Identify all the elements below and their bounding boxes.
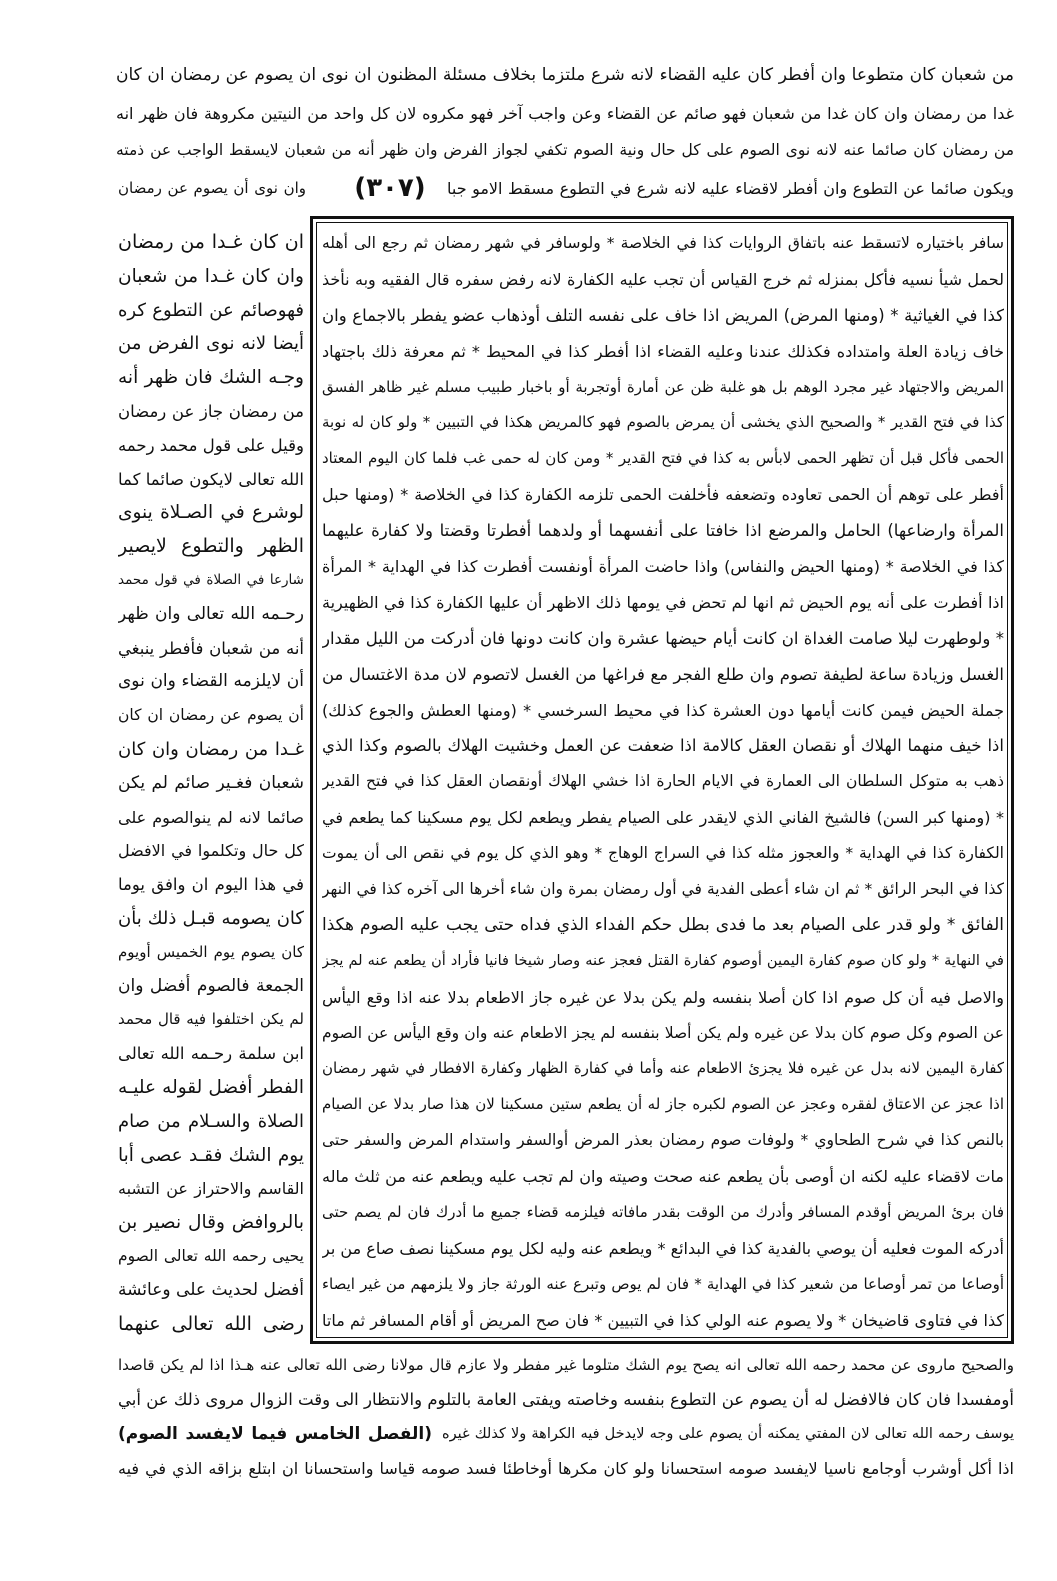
main-text-line: في النهاية * ولو كان صوم كفارة اليمين أوصوم كفارة القتل فعجز عنه وصار شيخا فانيا فأراد أن يطعم عنه لم يجز	[322, 952, 1004, 969]
main-text-line: ذهب به متوكل السلطان الى العمارة في الايام الحارة اذا خشي الهلاك أونقصان العقل كذا في فتح القدير	[322, 772, 1004, 791]
main-text-line: عن الصوم وكل صوم كان بدلا عن غيره ولم يكن أصلا بنفسه لم يجز الاطعام عنه وان وقع اليأس عن الصوم	[322, 1023, 1004, 1042]
main-text-line: كذا في الغياثية * (ومنها المرض) المريض اذا خاف على نفسه التلف أوذهاب عضو يفطر بالاجماع وان	[322, 305, 1004, 325]
main-text-line: سافر باختياره لاتسقط عنه باتفاق الروايات كذا في الخلاصة * ولوسافر في شهر رمضان ثم رجع الى أهله	[322, 234, 1004, 252]
main-text-line: كفارة اليمين لانه بدل عن غيره فلا يجزئ الاطعام عنه وأما في كفارة الظهار وكفارة الافطار في شهر رمضان	[322, 1059, 1004, 1078]
main-text-line: أدركه الموت فعليه أن يوصي بالفدية كذا في البدائع * ويطعم عنه وليه لكل يوم مسكينا نصف صاع من بر	[322, 1238, 1004, 1258]
main-text-line: كذا في الخلاصة * (ومنها الحيض والنفاس) واذا حاضت المرأة أونفست أفطرت كذا في الهداية * المرأة	[322, 557, 1004, 577]
margin-text-line: أن يصوم عن رمضان ان كان	[118, 706, 304, 725]
margin-text-line: ان كان غـدا من رمضان	[118, 231, 304, 253]
footer-text-line: اذا أكل أوشرب أوجامع ناسيا لايفسد صومه استحسانا ولو كان مكرها أوخاطئا فسد صومه قياسا واستحسانا ان ابتلع بزاقه الذي في فيه	[118, 1458, 1014, 1478]
main-text-line: الغسل وزيادة ساعة لطيفة تصوم وان طلع الفجر مع فراغها من الغسل لاتصوم لان مدة الاغتسال من	[322, 664, 1004, 684]
margin-text-line: فهوصائم عن التطوع كره	[118, 299, 304, 321]
margin-text-line: شارعا في الصلاة في قول محمد	[118, 571, 304, 588]
main-text-line: مات لاقضاء عليه لكنه ان أوصى بأن يطعم عنه صحت وصيته وان لم تجب عليه ويطعم عنه من ثلث ماله	[322, 1167, 1004, 1187]
main-text-line: أوصاعا من تمر أوصاعا من شعير كذا في الهداية * فان لم يوص وتبرع عنه الورثة جاز ولا يلزمهم من غير ايصاء	[322, 1274, 1004, 1293]
margin-text-line: غـدا من رمضان وان كان	[118, 738, 304, 760]
main-text-line: والاصل فيه أن كل صوم اذا كان أصلا بنفسه ولم يكن بدلا عن غيره جاز الاطعام بدلا عنه اذا وقع اليأس	[322, 987, 1004, 1007]
margin-text-line: الجمعة فالصوم أفضل وان	[118, 975, 304, 996]
margin-text-line: رضى الله تعالى عنهما	[118, 1312, 304, 1335]
main-text-line: فان برئ المريض أوقدم المسافر وأدرك من الوقت بقدر مافاته فيلزمه قضاء جميع ما أدرك فان لم يصم حتى	[322, 1203, 1004, 1222]
margin-text-line: يوم الشك فقـد عصى أبا	[118, 1144, 304, 1166]
margin-text-line: لوشرع في الصـلاة ينوى	[118, 502, 304, 524]
margin-text-line: صائما لانه لم ينوالصوم على	[118, 807, 304, 827]
margin-text-line: وان نوى أن يصوم عن رمضان	[118, 178, 306, 197]
main-text-line: كذا في البحر الرائق * ثم ان شاء أعطى الفدية في أول رمضان بمرة وان شاء أخرها الى آخره كذا في النهر	[322, 880, 1004, 899]
main-text-line: * (ومنها كبر السن) فالشيخ الفاني الذي لايقدر على الصيام يفطر ويطعم لكل يوم مسكينا كما يطعم في	[322, 808, 1004, 828]
main-text-line: خاف زيادة العلة وامتداده فكذلك عندنا وعليه القضاء اذا أفطر كذا في المحيط * ثم معرفة ذلك باجتهاد	[322, 341, 1004, 361]
margin-text-line: أنه من شعبان فأفطر ينبغي	[118, 638, 304, 658]
main-text-line: * ولوطهرت ليلا صامت الغداة ان كانت أيام حيضها عشرة وان كانت دونها فان أدركت من الليل مقدار	[322, 628, 1004, 648]
main-text-line: الكفارة كذا في الهداية * والعجوز مثله كذا في السراج الوهاج * وهو الذي كل يوم في نقص الى أن يموت	[322, 844, 1004, 863]
main-text-line: اذا أفطرت على أنه يوم الحيض ثم انها لم تحض في يومها ذلك الاظهر أن عليها الكفارة كذا في الظهيرية	[322, 592, 1004, 612]
footer-text-line: والصحيح ماروى عن محمد رحمه الله تعالى انه يصح يوم الشك متلوما غير مفطر ولا عازم قال مولانا رضى الله تعالى عنه هـذا اذا لم يكن قاصدا	[118, 1356, 1014, 1374]
margin-commentary-column	[118, 226, 304, 1341]
header-text-line: ويكون صائما عن التطوع وان أفطر لاقضاء عليه لانه شرع في التطوع مسقط الامو جبا	[447, 178, 1014, 198]
margin-text-line: في هذا اليوم ان وافق يوما	[118, 875, 304, 895]
margin-text-line: أن لايلزمه القضاء وان نوى	[118, 671, 304, 692]
main-text-line: اذا عجز عن الاعتاق لفقره وعجز عن الصوم لكبره جاز له أن يطعم ستين مسكينا لان هذا صار بدلا عن الصيام	[322, 1095, 1004, 1114]
main-text-line: أفطر على توهم أن الحمى تعاوده وتضعفه فأخلفت الحمى تلزمه الكفارة كذا في الخلاصة * (ومنها حبل	[322, 485, 1004, 505]
margin-text-line: ابن سلمة رحـمه الله تعالى	[118, 1044, 304, 1064]
margin-text-line: يحيى رحمه الله تعالى الصوم	[118, 1246, 304, 1265]
margin-text-line: شعبان فغـير صائم لم يكن	[118, 772, 304, 793]
main-text-block	[322, 226, 1004, 1339]
margin-text-line: أيضا لانه نوى الفرض من	[118, 333, 304, 355]
margin-text-line: لم يكن اختلفوا فيه قال محمد	[118, 1010, 304, 1029]
margin-text-line: الله تعالى لايكون صائما كما	[118, 469, 304, 489]
main-text-line: الحمى فأكل قبل أن تظهر الحمى لابأس به كذا في فتح القدير * ومن كان له حمى غب فلما كان اليوم المعتاد	[322, 449, 1004, 468]
margin-text-line: كل حال وتكلموا في الافضل	[118, 841, 304, 861]
margin-text-line: الصلاة والسـلام من صام	[118, 1110, 304, 1132]
main-text-line: كذا في فتح القدير * والصحيح الذي يخشى أن يمرض بالصوم فهو كالمريض هكذا في التبيين * ولو كان له نوبة	[322, 413, 1004, 432]
footer-text-line: يوسف رحمه الله تعالى لان المفتي يمكنه أن يصوم على وجه لايدخل فيه الكراهة ولا كذلك غيره	[442, 1426, 1014, 1442]
margin-text-line: الفطر أفضل لقوله عليـه	[118, 1076, 304, 1098]
main-text-line: كذا في فتاوى قاضيخان * ولا يصوم عنه الولي كذا في التبيين * فان صح المريض أو أقام المسافر ثم ماتا	[322, 1310, 1004, 1330]
margin-text-line: كان يصومه قبـل ذلك بأن	[118, 907, 304, 929]
footer-text-line: أومفسدا فان كان فالافضل له أن يصوم عن التطوع بنفسه وخاصته ويفتى العامة بالتلوم والانتظار الى وقت الزوال مروى ذلك عن أبي	[118, 1389, 1014, 1409]
main-text-line: جملة الحيض فيمن كانت أيامها دون العشرة كذا في محيط السرخسي * (ومنها العطش والجوع كذلك)	[322, 700, 1004, 720]
margin-text-line: وجـه الشك فان ظهر أنه	[118, 367, 304, 389]
margin-text-line: أفضل لحديث على وعائشة	[118, 1279, 304, 1300]
margin-text-line: وان كان غـدا من شعبان	[118, 265, 304, 287]
main-text-line: المريض والاجتهاد غير مجرد الوهم بل هو غلبة ظن عن أمارة أوتجربة أو باخبار طبيب مسلم غير ظاهر الفسق	[322, 377, 1004, 396]
margin-text-line: من رمضان جاز عن رمضان	[118, 401, 304, 421]
margin-text-line: وقيل على قول محمد رحمه	[118, 435, 304, 455]
margin-text-line: القاسم والاحتراز عن التشبه	[118, 1179, 304, 1199]
header-text-block	[116, 57, 1014, 170]
margin-text-line: الظهر والتطوع لايصير	[118, 535, 304, 558]
main-text-line: لحمل شيأ نسيه فأكل بمنزله ثم خرج القياس أن تجب عليه الكفارة لانه رفض سفره قال الفقيه وبه نأخذ	[322, 269, 1004, 289]
main-text-line: بالنص كذا في شرح الطحاوي * ولوفات صوم رمضان بعذر المرض أوالسفر واستدام المرض والسفر حتى	[322, 1131, 1004, 1150]
margin-text-line: بالروافض وقال نصير بن	[118, 1212, 304, 1234]
section-heading: (الفصل الخامس فيما لايفسد الصوم)	[118, 1424, 432, 1444]
header-text-line: من رمضان كان صائما عنه لانه نوى الصوم على كل حال ونية الصوم تكفي لجواز الفرض وان ظهر أنه من شعبان لايسقط الواجب عن ذمته	[116, 141, 1014, 159]
main-text-line: اذا خيف منهما الهلاك أو نقصان العقل كالامة اذا ضعفت عن العمل وخشيت الهلاك بالصوم وكذا الذي	[322, 736, 1004, 756]
margin-text-line: رحـمه الله تعالى وان ظهر	[118, 603, 304, 624]
header-text-line: غدا من رمضان وان كان غدا من شعبان فهو صائم عن القضاء وعن واجب آخر فهو مكروه لان كل واحد من النيتين مكروهة فان ظهر انه	[116, 103, 1014, 123]
page-number: (٣٠٧)	[354, 173, 426, 203]
margin-text-line: كان يصوم يوم الخميس أويوم	[118, 942, 304, 961]
header-text-line: من شعبان كان متطوعا وان أفطر كان عليه القضاء لانه شرع ملتزما بخلاف مسئلة المظنون ان نوى ان يصوم عن رمضان ان كان	[116, 65, 1014, 85]
main-text-line: الفائق * ولو قدر على الصيام بعد ما فدى بطل حكم الفداء الذي فداه حتى يجب عليه الصوم هكذا	[322, 914, 1004, 935]
main-text-line: المرأة وارضاعها) الحامل والمرضع اذا خافتا على أنفسهما أو ولدهما أفطرتا وقضتا ولا كفارة عليهما	[322, 521, 1004, 541]
